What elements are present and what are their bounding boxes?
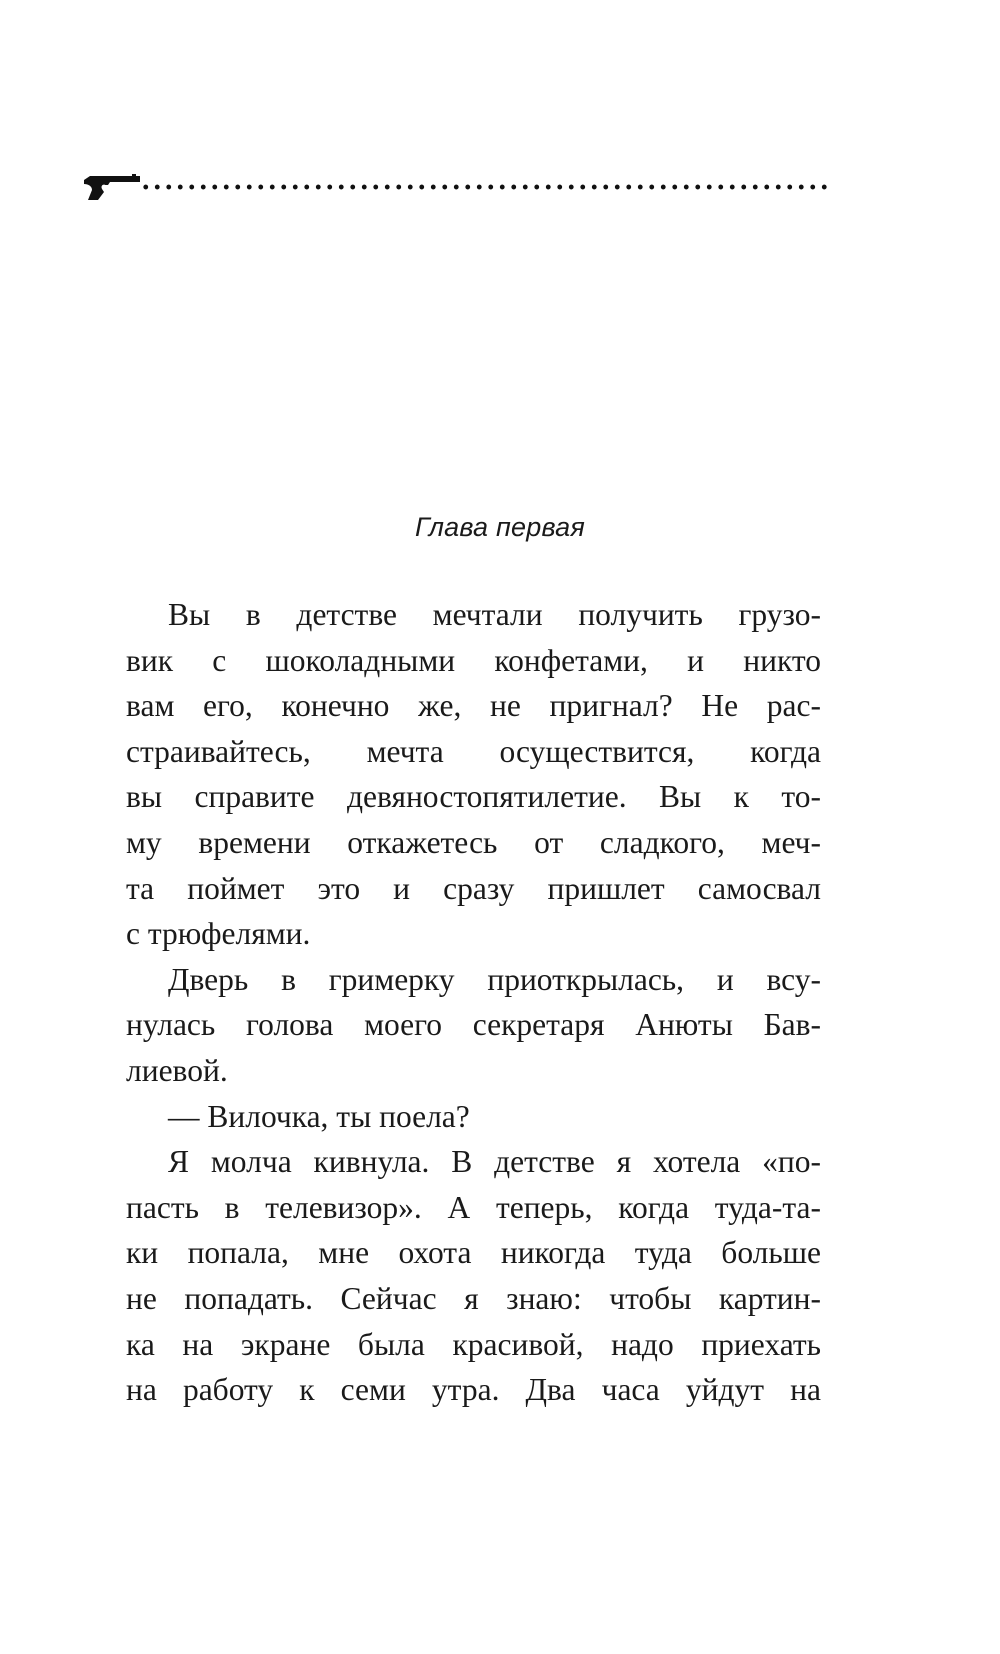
paragraph-1 <box>126 592 821 957</box>
body-text <box>126 592 821 1413</box>
header-ornament <box>80 162 840 202</box>
text-line: Я молча кивнула. В детстве я хотела «по- <box>168 1144 821 1180</box>
text-line: вы справите девяностопятилетие. Вы к то- <box>126 779 821 815</box>
text-line: с трюфелями. <box>126 916 311 952</box>
dotted-rule <box>140 184 830 190</box>
paragraph-3 <box>126 1094 821 1140</box>
text-line: пасть в телевизор». А теперь, когда туда-та- <box>126 1189 821 1225</box>
text-line: ка на экране была красивой, надо приехать <box>126 1326 821 1362</box>
text-line: на работу к семи утра. Два часа уйдут на <box>126 1372 821 1408</box>
text-line: — Вилочка, ты поела? <box>168 1098 470 1134</box>
text-line: вик с шоколадными конфетами, и никто <box>126 642 821 678</box>
paragraph-2 <box>126 957 821 1094</box>
text-line: лиевой. <box>126 1052 228 1088</box>
text-line: му времени откажетесь от сладкого, меч- <box>126 824 821 860</box>
text-line: нулась голова моего секретаря Анюты Бав- <box>126 1007 821 1043</box>
text-line: Вы в детстве мечтали получить грузо- <box>168 597 821 632</box>
text-line: страивайтесь, мечта осуществится, когда <box>126 733 821 769</box>
paragraph-4 <box>126 1139 821 1413</box>
text-line: не попадать. Сейчас я знаю: чтобы картин- <box>126 1280 821 1316</box>
text-line: Дверь в гримерку приоткрылась, и всу- <box>168 961 821 997</box>
revolver-icon <box>80 170 142 202</box>
text-line: вам его, конечно же, не пригнал? Не рас- <box>126 688 821 724</box>
text-line: та поймет это и сразу пришлет самосвал <box>126 870 821 906</box>
text-line: ки попала, мне охота никогда туда больше <box>126 1235 821 1271</box>
chapter-title: Глава первая <box>415 512 585 542</box>
